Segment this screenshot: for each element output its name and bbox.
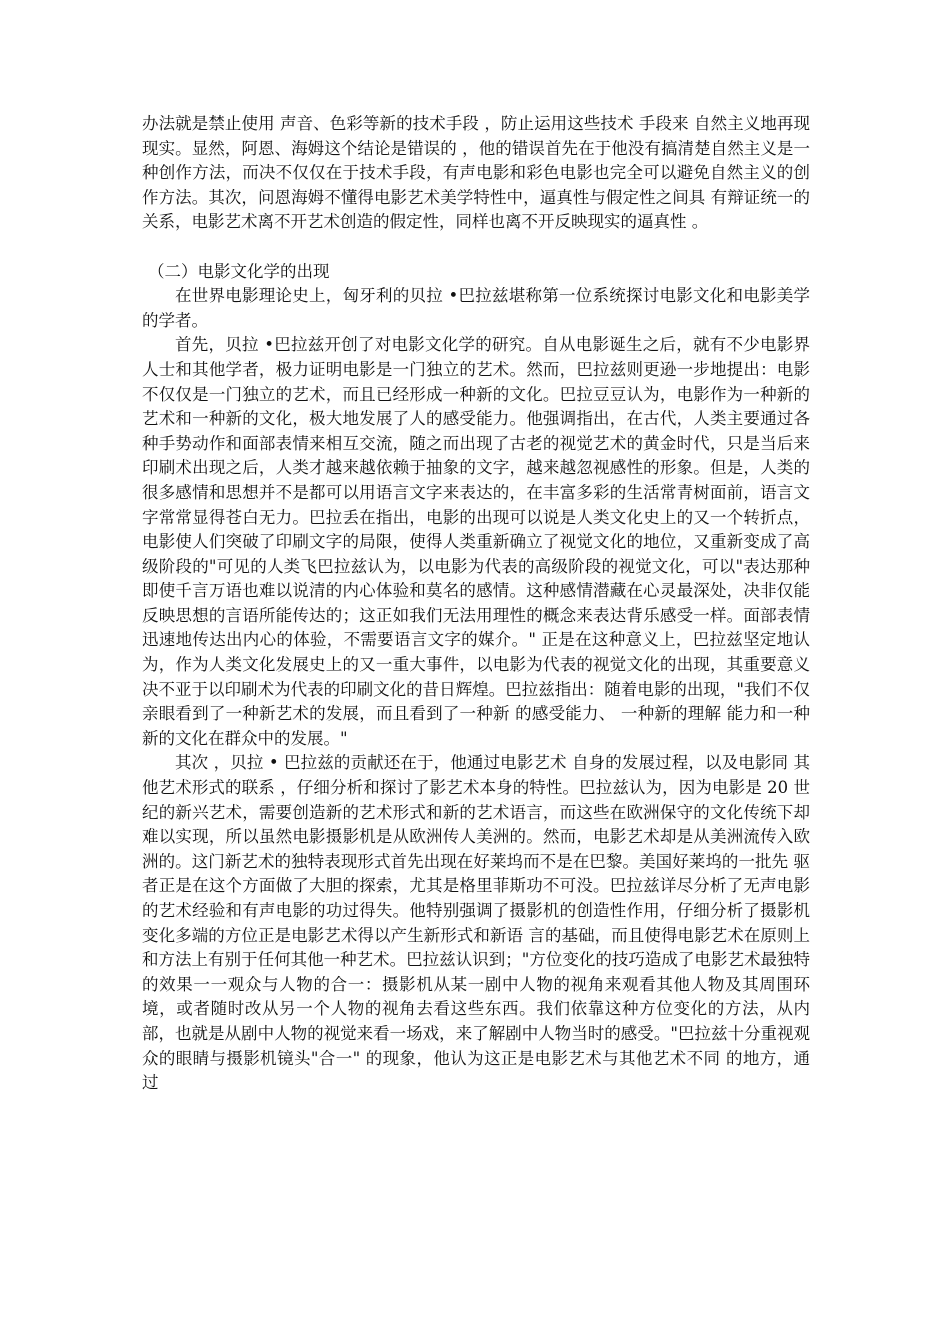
paragraph-intro: 在世界电影理论史上，匈牙利的贝拉 •巴拉兹堪称第一位系统探讨电影文化和电影美学的学者。 [142, 286, 810, 330]
section-heading: （二）电影文化学的出现 [148, 261, 330, 281]
paragraph-continuation: 办法就是禁止使用 声音、色彩等新的技术手段 ，防止运用这些技术 手段来 自然主义地再现现实。显然，阿恩、海姆这个结论是错误的 ，他的错误首先在于他没有搞清楚自然主义是一种创作方法，而决不仅仅在于技术手段，有声电影和彩色电影也完全可以避免自然主义的创作方法。其次，问恩海姆不懂得电影艺术美学特性中，逼真性与假定性之间具 有辩证统一的关系，电影艺术离不开艺术创造的假定性，同样也离不开反映现实的逼真性 。 [142, 114, 810, 232]
document-page [142, 112, 810, 1096]
paragraph-gap [142, 235, 810, 260]
paragraph-first: 首先，贝拉 •巴拉兹开创了对电影文化学的研究。自从电影诞生之后，就有不少电影界人士和其他学者，极力证明电影是一门独立的艺术。然而，巴拉兹则更逊一步地提出：电影不仅仅是一门独立的艺术，而且已经形成一种新的文化。巴拉豆豆认为，电影作为一种新的艺术和一种新的文化，极大地发展了人的感受能力。他强调指出，在古代，人类主要通过各种手势动作和面部表情来相互交流，随之而出现了古老的视觉艺术的黄金时代，只是当后来印刷术出现之后，人类才越来越依赖于抽象的文字，越来越忽视感性的形象。但是，人类的很多感情和思想并不是都可以用语言文字来表达的，在丰富多彩的生活常青树面前，语言文字常常显得苍白无力。巴拉丢在指出，电影的出现可以说是人类文化史上的又一个转折点，电影使人们突破了印刷文字的局限，使得人类重新确立了视觉文化的地位，又重新变成了高级阶段的"可见的人类飞巴拉兹认为，以电影为代表的高级阶段的视觉文化，可以"表达那种即使千言万语也难以说清的内心体验和莫名的感情。这种感情潜藏在心灵最深处，决非仅能反映思想的言语所能传达的；这正如我们无法用理性的概念来表达背乐感受一样。面部表情迅速地传达出内心的体验，不需要语言文字的媒介。" 正是在这种意义上，巴拉兹坚定地认为，作为人类文化发展史上的又一重大事件，以电影为代表的视觉文化的出现，其重要意义决不亚于以印刷术为代表的印刷文化的昔日辉煌。巴拉兹指出：随着电影的出现，"我们不仅亲眼看到了一种新艺术的发展，而且看到了一种新 的感受能力、 一种新的理解 能力和一种新的文化在群众中的发展。" [142, 335, 810, 748]
paragraph-second: 其次 ，贝拉 • 巴拉兹的贡献还在于，他通过电影艺术 自身的发展过程，以及电影同 其他艺术形式的联系 ，仔细分析和探讨了影艺术本身的特性。巴拉兹认为，因为电影是 20 世纪的新兴艺术，需要创造新的艺术形式和新的艺术语言，而这些在欧洲保守的文化传统下却难以实现，所以虽然电影摄影机是从欧洲传人美洲的。然而，电影艺术却是从美洲流传入欧洲的。这门新艺术的独特表现形式首先出现在好莱坞而不是在巴黎。美国好莱坞的一批先 驱者正是在这个方面做了大胆的探索，尤其是格里菲斯功不可没。巴拉兹详尽分析了无声电影的艺术经验和有声电影的功过得失。他特别强调了摄影机的创造性作用，仔细分析了摄影机变化多端的方位正是电影艺术得以产生新形式和新语 言的基础，而且使得电影艺术在原则上和方法上有别于任何其他一种艺术。巴拉兹认识到；"方位变化的技巧造成了电影艺术最独特的效果一一观众与人物的合一：摄影机从某一剧中人物的视角来观看其他人物及其周围环境，或者随时改从另一个人物的视角去看这些东西。我们依靠这种方位变化的方法，从内部，也就是从剧中人物的视觉来看一场戏，来了解剧中人物当时的感受。"巴拉兹十分重视观众的眼睛与摄影机镜头"合一" 的现象，他认为这正是电影艺术与其他艺术不同 的地方，通过 [142, 753, 810, 1093]
